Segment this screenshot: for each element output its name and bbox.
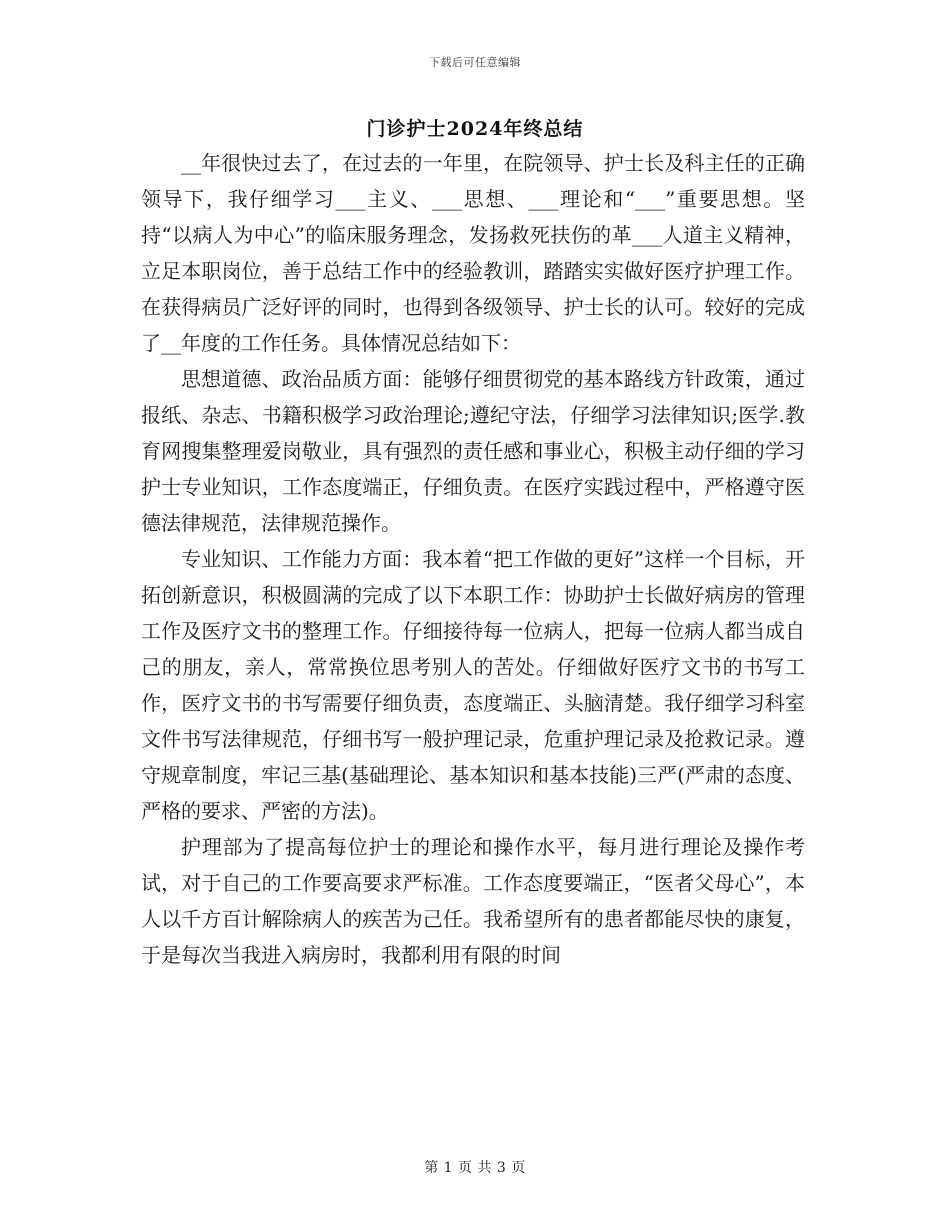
page-header-note: 下载后可任意编辑: [429, 56, 521, 69]
document-body: [141, 145, 805, 973]
paragraph-ideology: 思想道德、政治品质方面：能够仔细贯彻党的基本路线方针政策，通过报纸、杂志、书籍积极学习政治理论;遵纪守法，仔细学习法律知识;医学.教育网搜集整理爱岗敬业，具有强烈的责任感和事业心，积极主动仔细的学习护士专业知识，工作态度端正，仔细负责。在医疗实践过程中，严格遵守医德法律规范，法律规范操作。: [141, 367, 805, 535]
paragraph-professional: 专业知识、工作能力方面：我本着“把工作做的更好”这样一个目标，开拓创新意识，积极圆满的完成了以下本职工作：协助护士长做好病房的管理工作及医疗文书的整理工作。仔细接待每一位病人，把每一位病人都当成自己的朋友，亲人，常常换位思考别人的苦处。仔细做好医疗文书的书写工作，医疗文书的书写需要仔细负责，态度端正、头脑清楚。我仔细学习科室文件书写法律规范，仔细书写一般护理记录，危重护理记录及抢救记录。遵守规章制度，牢记三基(基础理论、基本知识和基本技能)三严(严肃的态度、严格的要求、严密的方法)。: [141, 547, 805, 823]
page-number: 第 1 页 共 3 页: [424, 1160, 526, 1176]
paragraph-nursing-dept: 护理部为了提高每位护士的理论和操作水平，每月进行理论及操作考试，对于自己的工作要高要求严标准。工作态度要端正，“医者父母心”，本人以千方百计解除病人的疾苦为己任。我希望所有的患者都能尽快的康复，于是每次当我进入病房时，我都利用有限的时间: [141, 835, 805, 967]
document-title: 门诊护士2024年终总结: [366, 118, 584, 140]
paragraph-intro: __年很快过去了，在过去的一年里，在院领导、护士长及科主任的正确领导下，我仔细学习___主义、___思想、___理论和“___”重要思想。坚持“以病人为中心”的临床服务理念，发扬救死扶伤的革___人道主义精神，立足本职岗位，善于总结工作中的经验教训，踏踏实实做好医疗护理工作。在获得病员广泛好评的同时，也得到各级领导、护士长的认可。较好的完成了__年度的工作任务。具体情况总结如下：: [141, 151, 805, 355]
